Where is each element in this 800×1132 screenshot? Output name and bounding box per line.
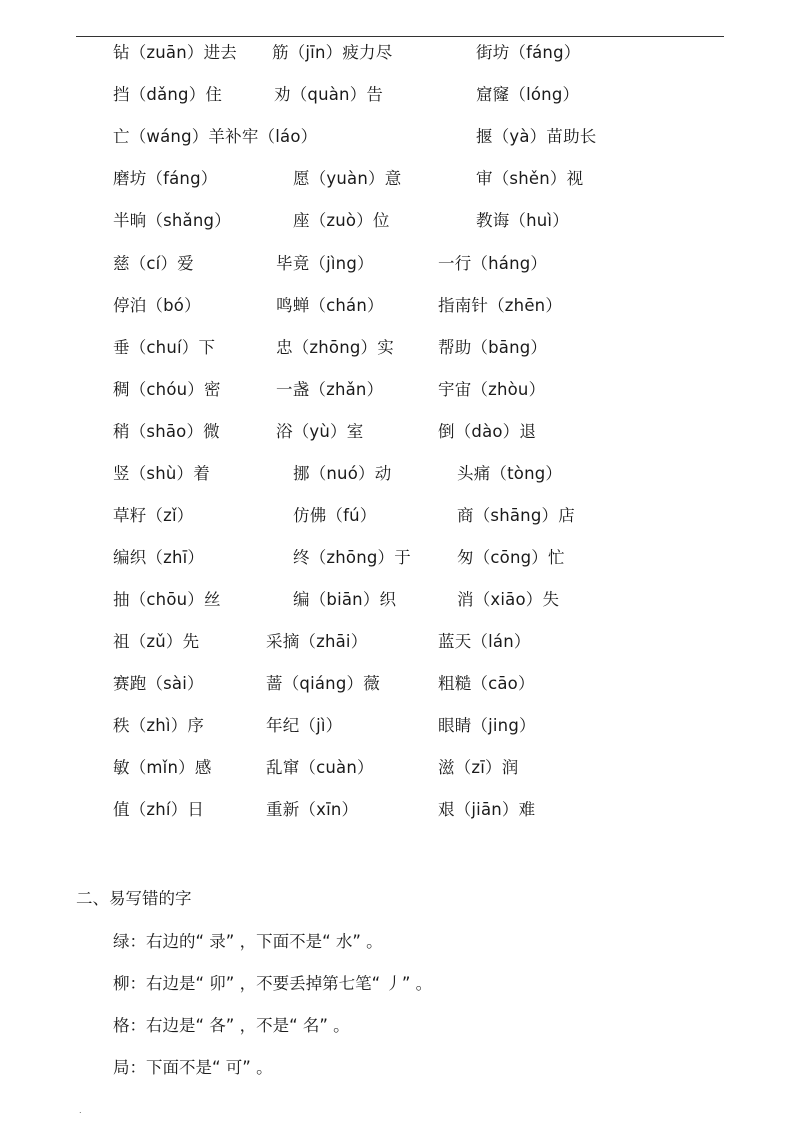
vocab-entry: 商（shāng）店: [457, 506, 575, 525]
vocab-entry: 滋（zī）润: [438, 758, 519, 777]
vocab-entry: 草籽（zǐ）: [113, 506, 194, 525]
vocab-entry: 竖（shù）着: [113, 464, 210, 483]
vocab-row: [0, 669, 800, 699]
vocab-entry: 磨坊（fáng）: [113, 169, 218, 188]
vocab-entry: 停泊（bó）: [113, 296, 201, 315]
vocab-entry: 审（shěn）视: [476, 169, 584, 188]
vocab-entry: 指南针（zhēn）: [438, 296, 563, 315]
vocab-row: [0, 122, 800, 152]
vocab-entry: 采摘（zhāi）: [266, 632, 368, 651]
vocab-entry: 稍（shāo）微: [113, 422, 220, 441]
vocab-entry: 教诲（huì）: [476, 211, 569, 230]
vocab-entry: 重新（xīn）: [266, 800, 359, 819]
vocab-entry: 值（zhí）日: [113, 800, 205, 819]
note-item: 柳：右边是“ 卯” ，不要丢掉第七笔“ 丿” 。: [113, 974, 433, 993]
vocab-entry: 编织（zhī）: [113, 548, 205, 567]
vocab-row: [0, 291, 800, 321]
vocab-entry: 挪（nuó）动: [293, 464, 392, 483]
vocab-row: [0, 38, 800, 68]
vocab-entry: 揠（yà）苗助长: [476, 127, 597, 146]
note-item: 绿：右边的“ 录” ，下面不是“ 水” 。: [113, 932, 383, 951]
vocab-row: [0, 459, 800, 489]
vocab-entry: 敏（mǐn）感: [113, 758, 212, 777]
vocab-row: [0, 333, 800, 363]
section-title: 二、易写错的字: [76, 889, 192, 908]
vocab-row: [0, 501, 800, 531]
note-item: 格：右边是“ 各” ，不是“ 名” 。: [113, 1016, 350, 1035]
vocab-row: [0, 164, 800, 194]
vocab-entry: 蔷（qiáng）薇: [266, 674, 380, 693]
vocab-entry: 半晌（shǎng）: [113, 211, 231, 230]
vocab-entry: 年纪（jì）: [266, 716, 343, 735]
vocab-row: [0, 627, 800, 657]
vocab-entry: 艰（jiān）难: [438, 800, 536, 819]
vocab-row: [0, 206, 800, 236]
vocab-entry: 钻（zuān）进去: [113, 43, 237, 62]
vocab-entry: 亡（wáng）羊补牢（láo）: [113, 127, 318, 146]
vocab-entry: 乱窜（cuàn）: [266, 758, 374, 777]
vocab-entry: 祖（zǔ）先: [113, 632, 200, 651]
vocab-entry: 座（zuò）位: [293, 211, 390, 230]
vocab-entry: 抽（chōu）丝: [113, 590, 221, 609]
vocab-entry: 垂（chuí）下: [113, 338, 216, 357]
vocab-row: [0, 543, 800, 573]
vocab-entry: 一盏（zhǎn）: [276, 380, 384, 399]
vocab-row: [0, 249, 800, 279]
vocab-entry: 头痛（tòng）: [457, 464, 563, 483]
vocab-entry: 赛跑（sài）: [113, 674, 204, 693]
vocab-entry: 眼睛（jing）: [438, 716, 536, 735]
note-item: 局：下面不是“ 可” 。: [113, 1058, 273, 1077]
vocab-entry: 帮助（bāng）: [438, 338, 548, 357]
vocab-entry: 慈（cí）爱: [113, 254, 194, 273]
vocab-entry: 宇宙（zhòu）: [438, 380, 546, 399]
vocab-entry: 街坊（fáng）: [476, 43, 581, 62]
vocab-entry: 倒（dào）退: [438, 422, 537, 441]
vocab-entry: 仿佛（fú）: [293, 506, 377, 525]
vocab-entry: 鸣蝉（chán）: [276, 296, 384, 315]
vocab-row: [0, 417, 800, 447]
vocab-entry: 毕竟（jìng）: [276, 254, 374, 273]
page-mark: .: [79, 1106, 82, 1115]
vocab-row: [0, 375, 800, 405]
vocab-entry: 一行（háng）: [438, 254, 548, 273]
vocab-entry: 愿（yuàn）意: [293, 169, 402, 188]
vocab-entry: 消（xiāo）失: [457, 590, 560, 609]
vocab-entry: 劝（quàn）告: [274, 85, 384, 104]
vocab-row: [0, 80, 800, 110]
vocab-row: [0, 753, 800, 783]
vocab-entry: 秩（zhì）序: [113, 716, 205, 735]
vocab-entry: 筋（jīn）疲力尽: [272, 43, 393, 62]
vocab-row: [0, 711, 800, 741]
vocab-entry: 窟窿（lóng）: [476, 85, 580, 104]
vocab-row: [0, 795, 800, 825]
vocab-row: [0, 585, 800, 615]
vocab-entry: 匆（cōng）忙: [457, 548, 565, 567]
vocab-entry: 浴（yù）室: [276, 422, 364, 441]
vocab-entry: 粗糙（cāo）: [438, 674, 535, 693]
vocab-entry: 忠（zhōng）实: [276, 338, 394, 357]
vocab-entry: 稠（chóu）密: [113, 380, 221, 399]
vocab-entry: 终（zhōng）于: [293, 548, 411, 567]
vocab-entry: 蓝天（lán）: [438, 632, 531, 651]
vocab-entry: 挡（dǎng）住: [113, 85, 223, 104]
vocab-entry: 编（biān）织: [293, 590, 397, 609]
